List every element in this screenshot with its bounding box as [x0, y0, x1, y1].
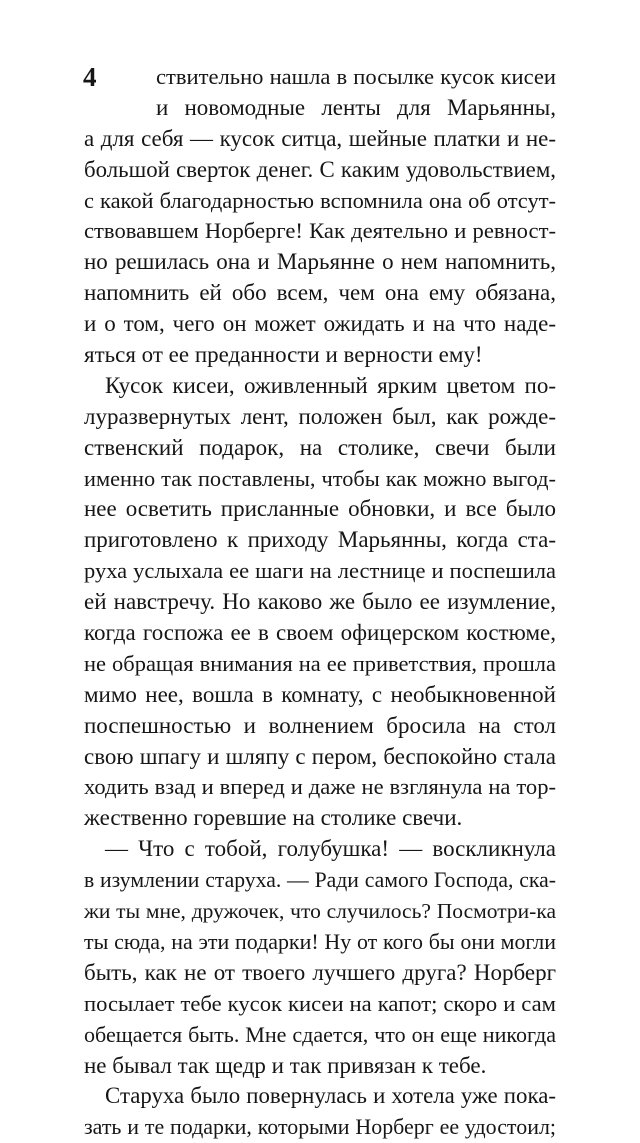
body-text	[84, 62, 556, 1143]
text-line: не бывал так щедр и так привязан к тебе.	[84, 1052, 487, 1078]
text-line: быть, как не от твоего лучшего друга? Норберг	[84, 959, 556, 985]
text-line: большой сверток денег. С каким удовольствием,	[84, 156, 556, 182]
text-line: Старуха было повернулась и хотела уже пока-	[105, 1083, 556, 1109]
text-line: и новомодные ленты для Марьянны,	[156, 94, 556, 120]
text-line: мимо нее, вошла в комнату, с необыкновенной	[84, 681, 556, 707]
text-line: нее осветить присланные обновки, и все было	[84, 496, 556, 522]
text-line: жественно горевшие на столике свечи.	[84, 805, 463, 831]
page-number: 4	[83, 62, 97, 92]
text-line: с какой благодарностью вспомнила она об отсут-	[84, 187, 556, 213]
text-line: ствовавшем Норберге! Как деятельно и ревност-	[84, 218, 556, 244]
text-line: ты сюда, на эти подарки! Ну от кого бы они могли	[84, 928, 556, 954]
text-line: а для себя — кусок ситца, шейные платки и не-	[84, 125, 556, 151]
text-line: ствительно нашла в посылке кусок кисеи	[156, 64, 556, 89]
text-line: и о том, чего он может ожидать и на что наде-	[84, 311, 556, 337]
text-line: в изумлении старуха. — Ради самого Господа, ска-	[84, 868, 556, 893]
text-line: но решилась она и Марьянне о нем напомнить,	[84, 249, 556, 275]
text-line: ходить взад и вперед и даже не взглянула на тор-	[84, 774, 556, 800]
text-line: Кусок кисеи, оживленный ярким цветом по-	[105, 372, 556, 398]
text-line: именно так поставлены, чтобы как можно выгод-	[84, 465, 556, 491]
text-line: жи ты мне, дружочек, что случилось? Посмотри-ка	[84, 899, 556, 924]
text-line: поспешностью и волнением бросила на стол	[84, 712, 556, 738]
text-line: яться от ее преданности и верности ему!	[84, 342, 483, 368]
text-line: посылает тебе кусок кисеи на капот; скоро и сам	[84, 990, 556, 1016]
text-line: свою шпагу и шляпу с пером, беспокойно стала	[84, 743, 556, 769]
text-line: напомнить ей обо всем, чем она ему обязана,	[84, 280, 556, 306]
text-line: ей навстречу. Но каково же было ее изумление,	[84, 589, 556, 615]
text-line: когда госпожа ее в своем офицерском костюме,	[84, 620, 556, 646]
text-line: — Что с тобой, голубушка! — воскликнула	[105, 836, 556, 862]
text-line: зать и те подарки, которыми Норберг ее удостоил;	[84, 1114, 556, 1140]
text-line: не обращая внимания на ее приветствия, прошла	[84, 650, 556, 676]
text-line: ственский подарок, на столике, свечи были	[84, 434, 556, 460]
text-line: луразвернутых лент, положен был, как рожде-	[84, 403, 556, 429]
text-line: руха услыхала ее шаги на лестнице и поспешила	[84, 558, 556, 584]
text-line: приготовлено к приходу Марьянны, когда ста-	[84, 527, 556, 553]
text-line: обещается быть. Мне сдается, что он еще никогда	[84, 1021, 556, 1047]
